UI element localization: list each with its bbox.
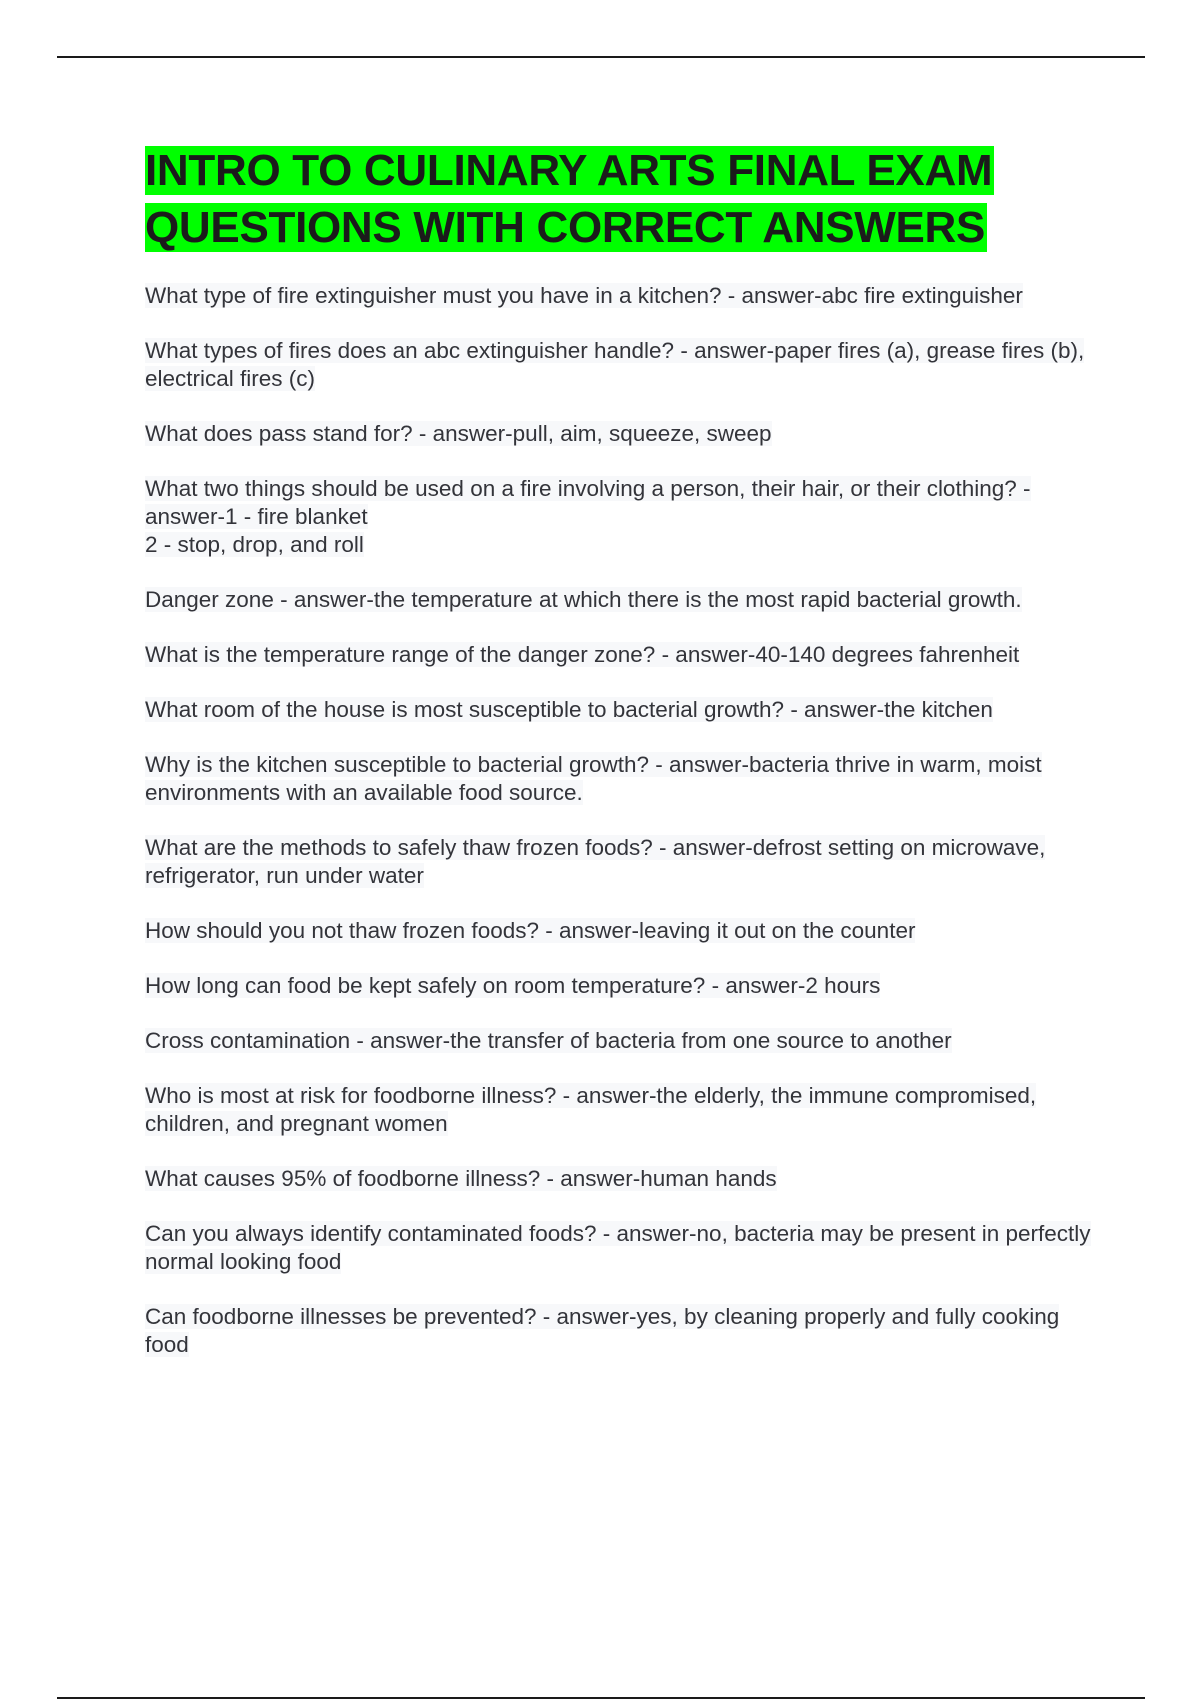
qa-item: [145, 751, 1095, 807]
qa-item-text: Cross contamination - answer-the transfer of bacteria from one source to another: [145, 1028, 952, 1053]
qa-item-text: What room of the house is most susceptible to bacterial growth? - answer-the kitchen: [145, 697, 993, 722]
qa-item: [145, 475, 1095, 559]
qa-item: [145, 641, 1095, 669]
qa-item: [145, 1165, 1095, 1193]
qa-item: [145, 1082, 1095, 1138]
qa-item: [145, 420, 1095, 448]
qa-item: [145, 972, 1095, 1000]
qa-item-text: What are the methods to safely thaw frozen foods? - answer-defrost setting on microwave, refrigerator, run under water: [145, 835, 1046, 888]
qa-item: [145, 696, 1095, 724]
qa-item-text: Why is the kitchen susceptible to bacterial growth? - answer-bacteria thrive in warm, moist environments with an available food source.: [145, 752, 1042, 805]
qa-item-text: What two things should be used on a fire involving a person, their hair, or their clothing? - answer-1 - fire blanket 2 - stop, drop, and roll: [145, 476, 1031, 557]
document-title: [145, 142, 1095, 256]
qa-item-text: What does pass stand for? - answer-pull, aim, squeeze, sweep: [145, 421, 772, 446]
qa-item-text: Danger zone - answer-the temperature at which there is the most rapid bacterial growth.: [145, 587, 1022, 612]
qa-item-text: How should you not thaw frozen foods? - answer-leaving it out on the counter: [145, 918, 916, 943]
document-title-text: INTRO TO CULINARY ARTS FINAL EXAM QUESTIONS WITH CORRECT ANSWERS: [145, 146, 993, 252]
qa-item-text: Who is most at risk for foodborne illness? - answer-the elderly, the immune compromised, children, and pregnant women: [145, 1083, 1037, 1136]
header-rule: [57, 56, 1145, 58]
qa-item-text: What is the temperature range of the danger zone? - answer-40-140 degrees fahrenheit: [145, 642, 1020, 667]
qa-item: [145, 1220, 1095, 1276]
document-body: [145, 142, 1095, 1386]
qa-item: [145, 917, 1095, 945]
qa-item-text: Can foodborne illnesses be prevented? - answer-yes, by cleaning properly and fully cooking food: [145, 1304, 1060, 1357]
qa-item: [145, 282, 1095, 310]
qa-item-text: Can you always identify contaminated foods? - answer-no, bacteria may be present in perfectly normal looking food: [145, 1221, 1091, 1274]
qa-item-text: What causes 95% of foodborne illness? - answer-human hands: [145, 1166, 777, 1191]
qa-item: [145, 834, 1095, 890]
qa-item: [145, 1027, 1095, 1055]
qa-item: [145, 586, 1095, 614]
qa-item-text: How long can food be kept safely on room temperature? - answer-2 hours: [145, 973, 881, 998]
qa-item: [145, 1303, 1095, 1359]
qa-item-text: What type of fire extinguisher must you have in a kitchen? - answer-abc fire extinguisher: [145, 283, 1023, 308]
qa-list: [145, 282, 1095, 1359]
footer-rule: [57, 1697, 1145, 1699]
qa-item: [145, 337, 1095, 393]
qa-item-text: What types of fires does an abc extinguisher handle? - answer-paper fires (a), grease fires (b), electrical fires (c): [145, 338, 1085, 391]
